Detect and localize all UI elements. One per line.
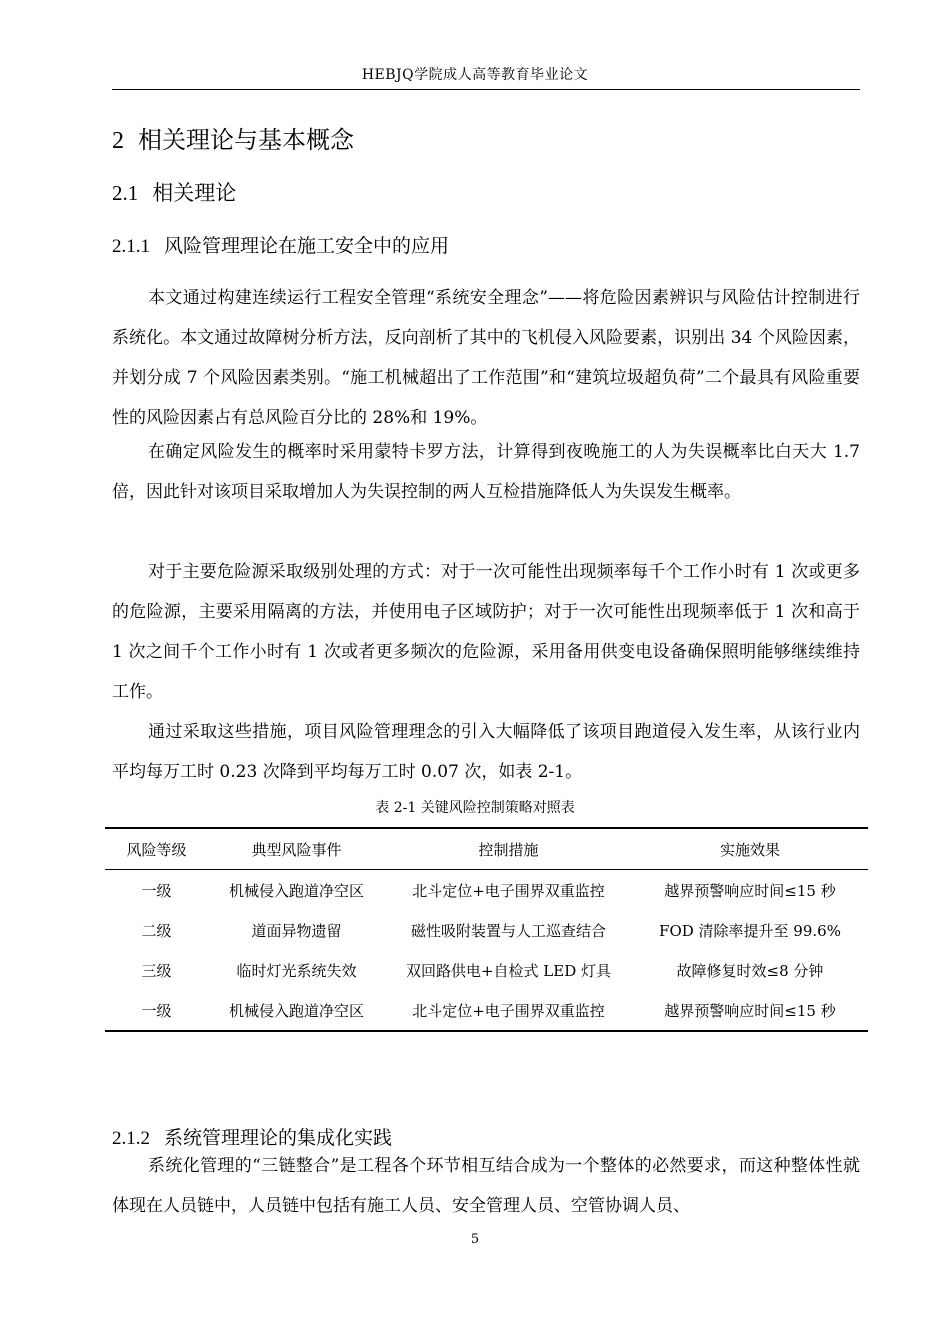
subsection-title: 风险管理理论在施工安全中的应用 <box>164 235 450 257</box>
section-number: 2.1 <box>112 181 139 205</box>
body-paragraph: 系统化管理的“三链整合”是工程各个环节相互结合成为一个整体的必然要求，而这种整体性就体现在人员链中，人员链中包括有施工人员、安全管理人员、空管协调人员、 <box>112 1156 860 1216</box>
section-title: 相关理论 <box>152 181 237 205</box>
table-cell: 双回路供电+自检式 LED 灯具 <box>405 961 612 980</box>
table-cell: 机械侵入跑道净空区 <box>208 990 385 1031</box>
chapter-title: 相关理论与基本概念 <box>138 126 354 154</box>
column-header: 控制措施 <box>385 828 632 870</box>
subsection-number: 2.1.2 <box>112 1128 150 1149</box>
table-cell: 临时灯光系统失效 <box>236 961 357 980</box>
body-paragraph: 对于主要危险源采取级别处理的方式：对于一次可能性出现频率每千个工作小时有 1 次或更多的危险源，主要采用隔离的方法，并使用电子区域防护；对于一次可能性出现频率低于 1 次和高于 1 次之间千个工作小时有 1 次或者更多频次的危险源，采用备用供变电设备确保照明能够继续维持工作。 <box>112 562 860 702</box>
table-cell: 磁性吸附装置与人工巡查结合 <box>410 921 606 940</box>
table-cell: 越界预警响应时间≤15 秒 <box>664 881 836 900</box>
subsection-heading <box>112 232 449 261</box>
table-cell: 故障修复时效≤8 分钟 <box>676 961 824 980</box>
table-row <box>105 950 868 990</box>
subsection-title: 系统管理理论的集成化实践 <box>164 1127 393 1149</box>
header-rule <box>112 89 860 90</box>
table-cell: 北斗定位+电子围界双重监控 <box>385 990 632 1031</box>
table-row <box>105 990 868 1031</box>
table-header-row <box>105 828 868 870</box>
body-paragraph: 通过采取这些措施，项目风险管理理念的引入大幅降低了该项目跑道侵入发生率，从该行业内平均每万工时 0.23 次降到平均每万工时 0.07 次，如表 2-1。 <box>112 722 860 782</box>
table-cell: 越界预警响应时间≤15 秒 <box>632 990 868 1031</box>
table-cell: 三级 <box>141 961 172 980</box>
table-cell: 机械侵入跑道净空区 <box>228 881 364 900</box>
table-cell: 一级 <box>141 881 172 900</box>
risk-control-table <box>105 827 868 1032</box>
table-cell: 一级 <box>105 990 208 1031</box>
section-heading <box>112 178 236 208</box>
page-number: 5 <box>470 1232 480 1247</box>
body-paragraph: 本文通过构建连续运行工程安全管理“系统安全理念”——将危险因素辨识与风险估计控制进行系统化。本文通过故障树分析方法，反向剖析了其中的飞机侵入风险要素，识别出 34 个风险因素，并划分成 7 个风险因素类别。“施工机械超出了工作范围”和“建筑垃圾超负荷”二个最具有风险重要性的风险因素占有总风险百分比的 28%和 19%。 <box>112 288 860 428</box>
chapter-number: 2 <box>112 128 124 154</box>
running-header: HEBJQ学院成人高等教育毕业论文 <box>361 67 589 83</box>
subsection-number: 2.1.1 <box>112 236 150 257</box>
body-paragraph: 在确定风险发生的概率时采用蒙特卡罗方法，计算得到夜晚施工的人为失误概率比白天大 1.7 倍，因此针对该项目采取增加人为失误控制的两人互检措施降低人为失误发生概率。 <box>112 442 860 502</box>
table-row <box>105 910 868 950</box>
table-cell: 道面异物遗留 <box>251 921 342 940</box>
table-cell: FOD 清除率提升至 99.6% <box>659 921 841 940</box>
column-header: 风险等级 <box>105 828 208 870</box>
column-header: 典型风险事件 <box>208 828 385 870</box>
table-caption: 表 2-1 关键风险控制策略对照表 <box>375 800 575 816</box>
table-cell: 北斗定位+电子围界双重监控 <box>412 881 605 900</box>
table-row <box>105 870 868 911</box>
column-header: 实施效果 <box>632 828 868 870</box>
chapter-heading <box>112 124 354 157</box>
table-cell: 二级 <box>141 921 172 940</box>
